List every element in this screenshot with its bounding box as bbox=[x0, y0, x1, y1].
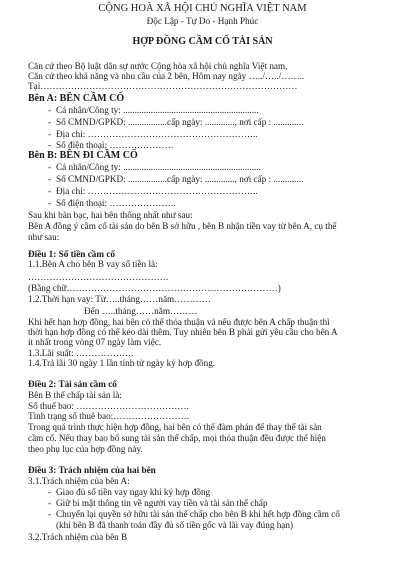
article-3-item: Giao đủ số tiền vay ngay khi ký hợp đồng bbox=[56, 487, 211, 497]
article-3-item: Giữ bí mật thông tin về người vay tiền và tài sản thế chấp bbox=[56, 498, 268, 508]
article-3-heading: Điều 3: Trách nhiệm của hai bên bbox=[28, 465, 156, 475]
article-1-line: ít nhất trong vòng 07 ngày làm việc. bbox=[28, 337, 162, 347]
article-2-line: Số thuế bao: ………………………………. bbox=[28, 401, 189, 411]
dash-marker: - bbox=[48, 105, 52, 115]
article-1-line: 1.4.Trả lãi 30 ngày 1 lần tính từ ngày ký hợp đồng. bbox=[28, 358, 216, 368]
party-a-line: Cá nhân/Công ty: ........................................................... bbox=[56, 105, 259, 115]
dash-marker: - bbox=[48, 509, 52, 519]
article-2-line: Tình trạng số thuê bao:……………………. bbox=[28, 411, 190, 421]
party-b-heading: Bên B: BÊN ĐI CẦM CỐ bbox=[28, 150, 138, 161]
article-1-heading: Điều 1: Số tiền cầm cố bbox=[28, 249, 116, 259]
article-1-line: (Bằng chữ……………………………………………………………) bbox=[28, 283, 281, 293]
article-1-line: 1.2.Thời hạn vay: Từ…..tháng……năm………… bbox=[28, 294, 211, 304]
agreement-line: Sau khi bàn bạc, hai bên thống nhất như sau: bbox=[28, 210, 193, 220]
article-2-line: cầm cố. Nếu thay bao bổ sung tài sản thế chấp, mọi thỏa thuận đều được thể hiện bbox=[28, 433, 326, 443]
country-heading: CỘNG HOÀ XÃ HỘI CHỦ NGHĨA VIỆT NAM bbox=[98, 3, 307, 14]
party-a-line: Số điện thoại: ………………… bbox=[56, 140, 174, 150]
article-2-line: Bên B thế chấp tài sản là: bbox=[28, 390, 122, 400]
dash-marker: - bbox=[48, 140, 52, 150]
article-2-line: Trong quá trình thực hiện hợp đồng, hai bên có thể đàm phán để thay thế tài sản bbox=[28, 422, 322, 432]
agreement-line: như sau: bbox=[28, 232, 60, 242]
article-2-line: theo phụ lục của hợp đồng này. bbox=[28, 444, 143, 454]
dash-marker: - bbox=[48, 117, 52, 127]
dash-marker: - bbox=[48, 498, 52, 508]
article-3-subheading: 3.2.Trách nhiệm của bên B bbox=[28, 532, 128, 542]
party-b-line: Cá nhân/Công ty: ............................................................ bbox=[56, 162, 261, 172]
party-a-line: Số CMND/GPKD: .................cấp ngày: ............., nơi cấp : ............. bbox=[56, 117, 304, 127]
dash-marker: - bbox=[48, 198, 52, 208]
document-title: HỢP ĐỒNG CẦM CỐ TÀI SẢN bbox=[132, 36, 273, 47]
dash-marker: - bbox=[48, 487, 52, 497]
preamble-line: Căn cứ theo Bộ luật dân sự nước Cộng hòa xã hội chủ nghĩa Việt nam, bbox=[28, 61, 288, 71]
agreement-line: Bên A đồng ý cầm cố tài sản do bên B sở hữu , bên B nhận tiền vay từ bên A, cụ thể bbox=[28, 221, 337, 231]
dash-marker: - bbox=[48, 174, 52, 184]
article-1-line: thời hạn hợp đồng có thể kéo dài thêm. Tuy nhiên bên B phải gửi yêu cầu cho bên A bbox=[28, 327, 338, 337]
preamble-line: Căn cứ theo khả năng và nhu cầu của 2 bên, Hôm nay ngày …../…../…….. bbox=[28, 71, 305, 81]
preamble-line: Tại………………………………………………………………………… bbox=[28, 81, 298, 91]
dash-marker: - bbox=[48, 186, 52, 196]
party-b-line: Địa chỉ: ……………………………………………….. bbox=[56, 186, 258, 196]
article-3-item: Chuyển lại quyền sở hữu tài sản thế chấp cho bên B khi hết hợp đồng cầm cố bbox=[56, 509, 340, 519]
article-3-item: (khi bên B đã thanh toán đầy đủ số tiền gốc và lãi vay đúng hạn) bbox=[56, 520, 294, 530]
dash-marker: - bbox=[48, 162, 52, 172]
article-1-line: 1.3.Lãi suất: ………………. bbox=[28, 348, 134, 358]
dash-marker: - bbox=[48, 129, 52, 139]
article-3-subheading: 3.1.Trách nhiệm của bên A: bbox=[28, 476, 130, 486]
motto: Độc Lập - Tự Do - Hạnh Phúc bbox=[146, 16, 259, 26]
party-b-line: Số CMND/GPKD: .................cấp ngày: ............., nơi cấp : ............. bbox=[56, 174, 304, 184]
article-2-heading: Điều 2: Tài sản cầm cố bbox=[28, 379, 117, 389]
article-1-line: 1.1.Bên A cho bên B vay số tiền là: bbox=[28, 259, 158, 269]
article-1-line: Đến …..tháng……năm……… bbox=[84, 306, 198, 316]
party-b-line: Số điện thoại: …………………. bbox=[56, 198, 176, 208]
party-a-line: Địa chỉ: ……………………………………………….. bbox=[56, 129, 258, 139]
article-1-line: ………………………………………. bbox=[28, 272, 169, 282]
party-a-heading: Bên A: BÊN CẦM CỐ bbox=[28, 93, 125, 104]
article-1-line: Khi hết hạn hợp đồng, hai bên có thể thỏa thuận và nếu được bên A chấp thuận thì bbox=[28, 317, 330, 327]
